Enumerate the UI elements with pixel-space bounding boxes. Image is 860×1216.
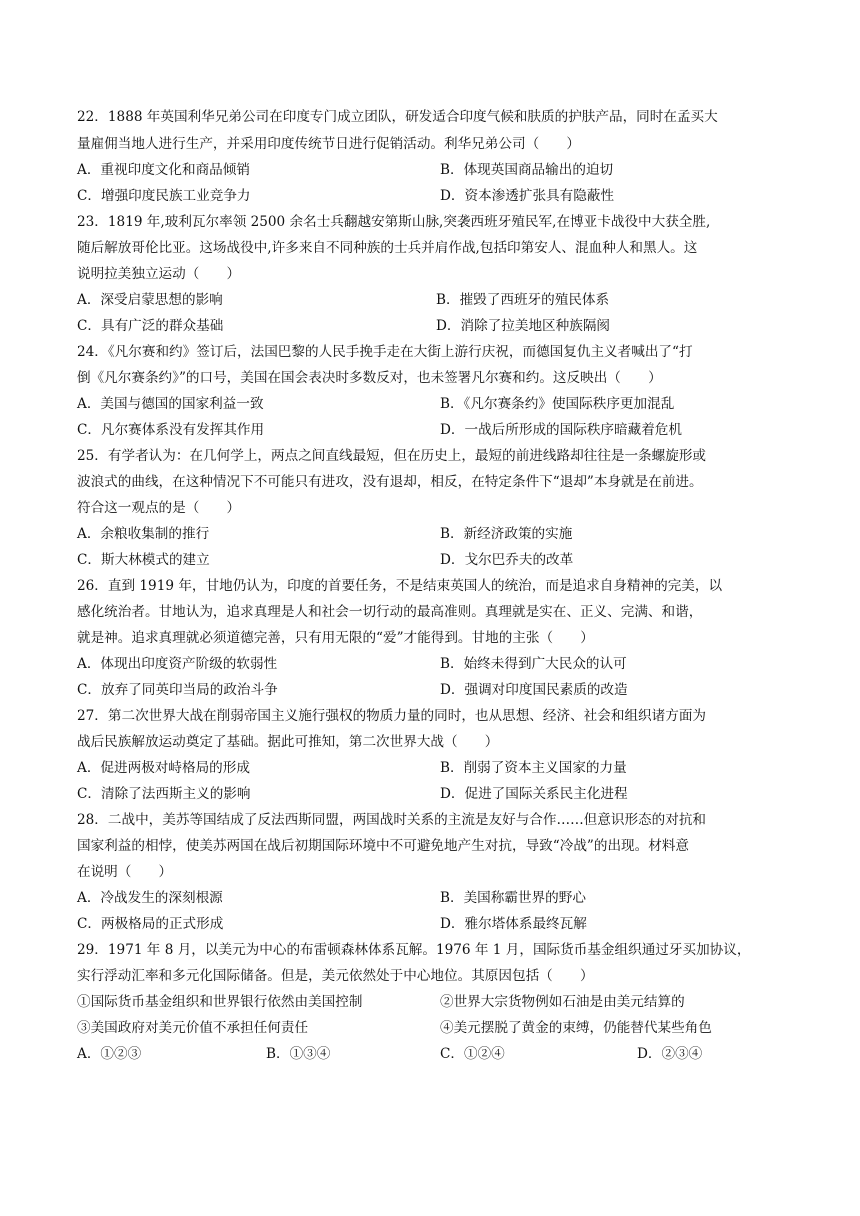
question-26-option-a: A．体现出印度资产阶级的软弱性	[77, 656, 278, 672]
question-28-option-b: B．美国称霸世界的野心	[440, 890, 586, 906]
question-29-stem-line-2: 实行浮动汇率和多元化国际储备。但是，美元依然处于中心地位。其原因包括（ ）	[77, 968, 594, 984]
question-23-option-a: A．深受启蒙思想的影响	[77, 292, 223, 308]
question-28-stem-line-3: 在说明（ ）	[77, 864, 173, 880]
question-26-option-d: D．强调对印度国民素质的改造	[440, 682, 628, 698]
question-28-option-d: D．雅尔塔体系最终瓦解	[440, 916, 587, 932]
question-28-stem-line-1: 28．二战中，美苏等国结成了反法西斯同盟，两国战时关系的主流是友好与合作……但意识形态的对抗和	[77, 812, 707, 828]
question-24-option-a: A．美国与德国的国家利益一致	[77, 396, 264, 412]
question-29-item-2: ②世界大宗货物例如石油是由美元结算的	[440, 994, 685, 1010]
question-22-option-d: D．资本渗透扩张具有隐蔽性	[440, 188, 615, 204]
question-29-item-4: ④美元摆脱了黄金的束缚，仍能替代某些角色	[440, 1020, 712, 1036]
question-24-stem-line-2: 倒《凡尔赛条约》”的口号，美国在国会表决时多数反对，也未签署凡尔赛和约。这反映出（ ）	[77, 370, 662, 386]
question-22-stem-line-2: 量雇佣当地人进行生产，并采用印度传统节日进行促销活动。利华兄弟公司（ ）	[77, 136, 580, 152]
question-29-option-b: B．①③④	[266, 1046, 331, 1062]
question-25-option-c: C．斯大林模式的建立	[77, 552, 210, 568]
question-26-option-c: C．放弃了同英印当局的政治斗争	[77, 682, 278, 698]
question-26-option-b: B．始终未得到广大民众的认可	[440, 656, 627, 672]
question-23-option-b: B．摧毁了西班牙的殖民体系	[436, 292, 610, 308]
question-26-stem-line-1: 26．直到 1919 年，甘地仍认为，印度的首要任务，不是结束英国人的统治，而是追求自身精神的完美，以	[77, 578, 723, 594]
question-22-option-b: B．体现英国商品输出的迫切	[440, 162, 614, 178]
question-22-option-a: A．重视印度文化和商品倾销	[77, 162, 250, 178]
question-29-item-1: ①国际货币基金组织和世界银行依然由美国控制	[77, 994, 363, 1010]
question-23-option-d: D．消除了拉美地区种族隔阂	[436, 318, 611, 334]
question-23-stem-line-3: 说明拉美独立运动（ ）	[77, 266, 241, 282]
question-29-option-d: D．②③④	[637, 1046, 703, 1062]
question-28-option-c: C．两极格局的正式形成	[77, 916, 224, 932]
question-27-stem-line-1: 27．第二次世界大战在削弱帝国主义施行强权的物质力量的同时，也从思想、经济、社会和组织诸方面为	[77, 708, 707, 724]
question-25-stem-line-3: 符合这一观点的是（ ）	[77, 500, 241, 516]
question-25-option-a: A．余粮收集制的推行	[77, 526, 210, 542]
question-26-stem-line-3: 就是神。追求真理就必须道德完善，只有用无限的“爱”才能得到。甘地的主张（ ）	[77, 630, 594, 646]
question-24-stem-line-1: 24．《凡尔赛和约》签订后，法国巴黎的人民手挽手走在大街上游行庆祝，而德国复仇主义者喊出了“打	[77, 344, 693, 360]
question-22-stem-line-1: 22．1888 年英国利华兄弟公司在印度专门成立团队，研发适合印度气候和肤质的护肤产品，同时在孟买大	[77, 109, 718, 125]
question-23-stem-line-1: 23．1819 年,玻利瓦尔率领 2500 余名士兵翻越安第斯山脉,突袭西班牙殖民军,在博亚卡战役中大获全胜,	[77, 214, 711, 230]
question-28-stem-line-2: 国家利益的相悖，使美苏两国在战后初期国际环境中不可避免地产生对抗，导致“冷战”的出现。材料意	[77, 838, 690, 854]
question-23-option-c: C．具有广泛的群众基础	[77, 318, 224, 334]
question-25-stem-line-1: 25．有学者认为：在几何学上，两点之间直线最短，但在历史上，最短的前进线路却往往是一条螺旋形或	[77, 448, 707, 464]
question-29-stem-line-1: 29．1971 年 8 月，以美元为中心的布雷顿森林体系瓦解。1976 年 1 月，国际货币基金组织通过牙买加协议，	[77, 942, 751, 958]
question-24-option-b: B．《凡尔赛条约》使国际秩序更加混乱	[440, 396, 675, 412]
question-24-option-c: C．凡尔赛体系没有发挥其作用	[77, 422, 265, 438]
question-25-option-b: B．新经济政策的实施	[440, 526, 573, 542]
question-22-option-c: C．增强印度民族工业竞争力	[77, 188, 251, 204]
question-28-option-a: A．冷战发生的深刻根源	[77, 890, 223, 906]
question-29-option-c: C．①②④	[440, 1046, 505, 1062]
question-29-option-a: A．①②③	[77, 1046, 142, 1062]
question-25-option-d: D．戈尔巴乔夫的改革	[440, 552, 574, 568]
question-24-option-d: D．一战后所形成的国际秩序暗藏着危机	[440, 422, 682, 438]
question-26-stem-line-2: 感化统治者。甘地认为，追求真理是人和社会一切行动的最高准则。真理就是实在、正义、完满、和谐，	[77, 604, 703, 620]
question-25-stem-line-2: 波浪式的曲线，在这种情况下不可能只有进攻，没有退却，相反，在特定条件下“退却”本身就是在前进。	[77, 474, 703, 490]
question-27-option-a: A．促进两极对峙格局的形成	[77, 760, 250, 776]
question-27-option-c: C．清除了法西斯主义的影响	[77, 786, 251, 802]
question-27-option-b: B．削弱了资本主义国家的力量	[440, 760, 627, 776]
question-27-option-d: D．促进了国际关系民主化进程	[440, 786, 628, 802]
question-23-stem-line-2: 随后解放哥伦比亚。这场战役中,许多来自不同种族的士兵并肩作战,包括印第安人、混血种人和黑人。这	[77, 240, 698, 256]
question-27-stem-line-2: 战后民族解放运动奠定了基础。据此可推知，第二次世界大战（ ）	[77, 734, 499, 750]
question-29-item-3: ③美国政府对美元价值不承担任何责任	[77, 1020, 309, 1036]
